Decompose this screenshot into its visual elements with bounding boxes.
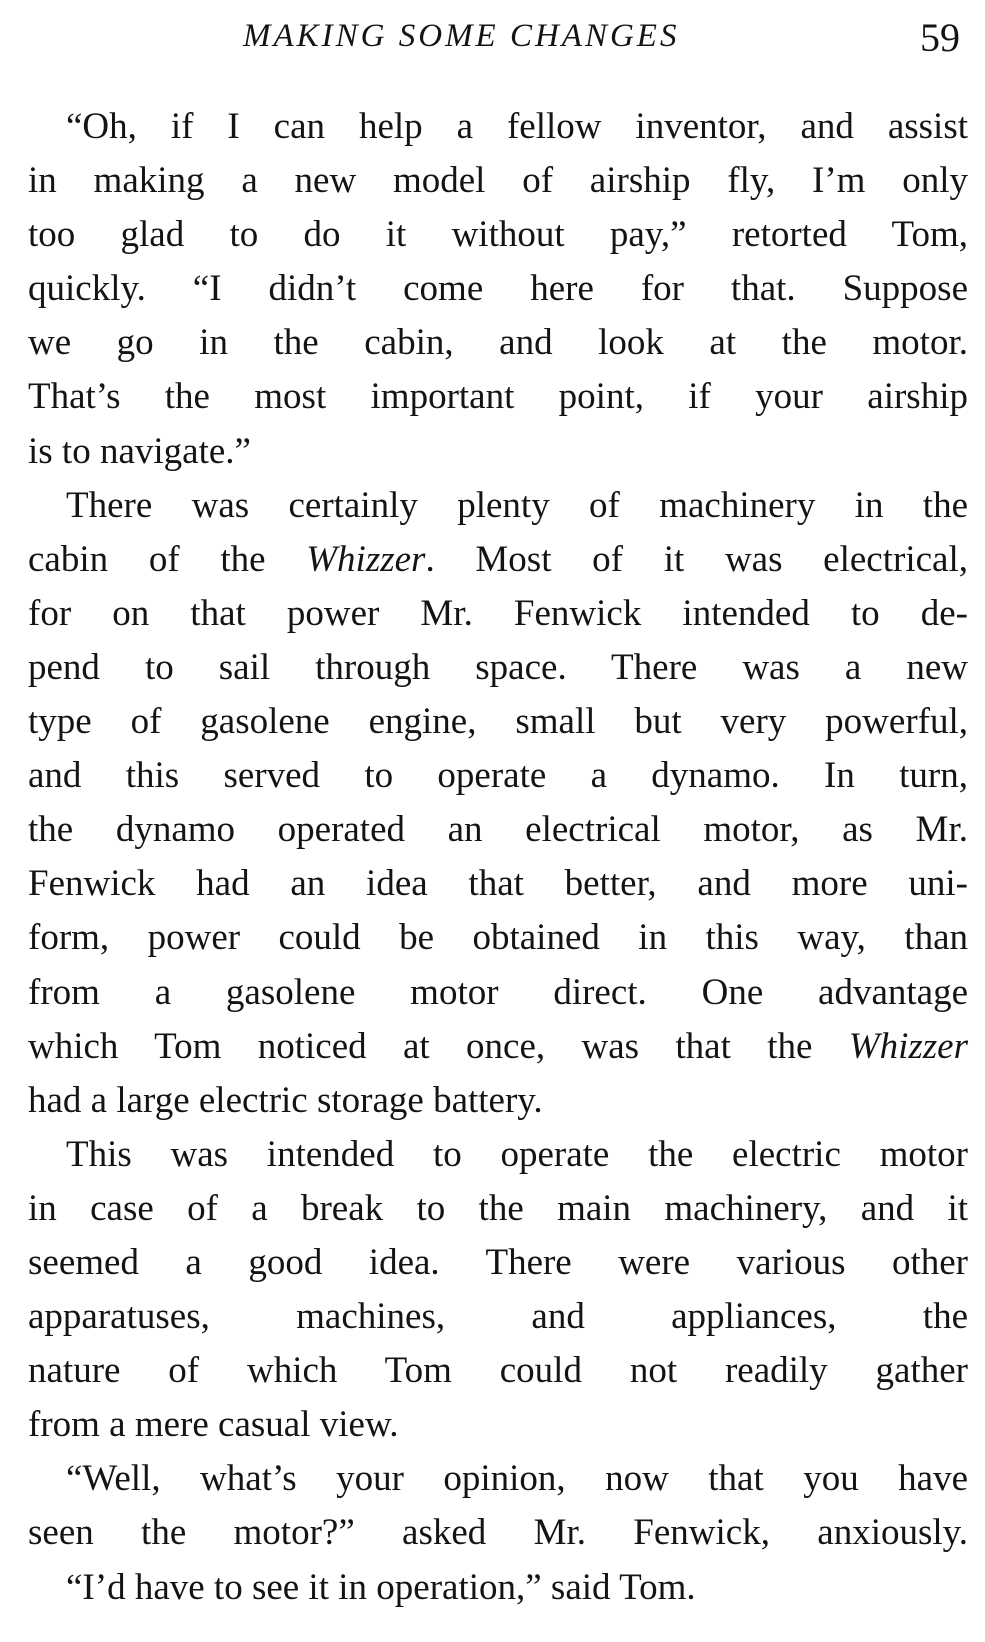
- text-line: and this served to operate a dynamo. In turn,: [28, 755, 968, 797]
- page-number: 59: [920, 15, 960, 60]
- text-line: from a mere casual view.: [28, 1404, 399, 1446]
- text-line: “Oh, if I can help a fellow inventor, and assist: [66, 106, 968, 147]
- text-line: in case of a break to the main machinery, and it: [28, 1187, 968, 1229]
- text-line: apparatuses, machines, and appliances, the: [28, 1296, 968, 1338]
- text-line: seemed a good idea. There were various other: [28, 1241, 968, 1283]
- text-line: cabin of the Whizzer. Most of it was electrical,: [28, 538, 968, 580]
- text-line: we go in the cabin, and look at the motor.: [28, 322, 968, 364]
- text-line: quickly. “I didn’t come here for that. Suppose: [28, 268, 968, 310]
- text-line: “I’d have to see it in operation,” said Tom.: [66, 1566, 696, 1608]
- text-line: seen the motor?” asked Mr. Fenwick, anxiously.: [28, 1512, 968, 1554]
- text-line: pend to sail through space. There was a new: [28, 646, 968, 688]
- text-line: nature of which Tom could not readily gather: [28, 1350, 968, 1392]
- text-line: which Tom noticed at once, was that the Whizzer: [28, 1025, 968, 1067]
- text-line: form, power could be obtained in this way, than: [28, 917, 968, 959]
- text-line: Fenwick had an idea that better, and more uni-: [28, 863, 968, 905]
- text-line: in making a new model of airship fly, I’m only: [28, 160, 968, 202]
- text-line: from a gasolene motor direct. One advantage: [28, 971, 968, 1013]
- text-line: the dynamo operated an electrical motor, as Mr.: [28, 809, 968, 851]
- running-head-title: MAKING SOME CHANGES: [243, 18, 680, 54]
- body-text: [28, 100, 968, 1615]
- text-line: This was intended to operate the electric motor: [66, 1133, 968, 1175]
- text-line: “Well, what’s your opinion, now that you have: [66, 1458, 968, 1500]
- text-line: is to navigate.”: [28, 430, 251, 472]
- text-line: That’s the most important point, if your airship: [28, 376, 968, 418]
- text-line: too glad to do it without pay,” retorted Tom,: [28, 214, 968, 256]
- text-line: type of gasolene engine, small but very powerful,: [28, 701, 968, 743]
- text-line: for on that power Mr. Fenwick intended to de-: [28, 592, 968, 634]
- text-line: had a large electric storage battery.: [28, 1079, 543, 1121]
- text-line: There was certainly plenty of machinery in the: [66, 484, 968, 526]
